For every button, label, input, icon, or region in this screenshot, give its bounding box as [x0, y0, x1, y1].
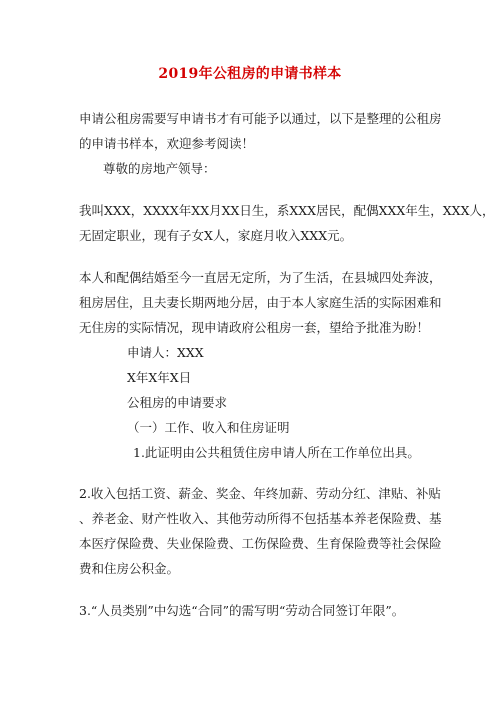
intro-line-2: 的申请书样本，欢迎参考阅读！	[79, 136, 255, 151]
para2-line-1: 本人和配偶结婚至今一直居无定所，为了生活，在县城四处奔波，	[79, 270, 442, 285]
requirement-item-1: 1.此证明由公共租赁住房申请人所在工作单位出具。	[133, 445, 420, 460]
salutation: 尊敬的房地产领导：	[103, 161, 216, 176]
applicant-line: 申请人：XXX	[127, 345, 204, 360]
date-line: X年X年X日	[127, 370, 192, 385]
requirement-item-2-line-1: 2.收入包括工资、薪金、奖金、年终加薪、劳动分红、津贴、补贴	[79, 486, 441, 501]
requirement-item-3: 3.“人员类别”中勾选“合同”的需写明“劳动合同签订年限”。	[79, 603, 405, 618]
requirements-section-1: （一）工作、收入和住房证明	[127, 420, 290, 435]
document-title: 2019年公租房的申请书样本	[158, 66, 342, 82]
para2-line-3: 无住房的实际情况，现申请政府公租房一套，望给予批准为盼！	[79, 320, 430, 335]
requirement-item-2-line-2: 、养老金、财产性收入、其他劳动所得不包括基本养老保险费、基	[79, 511, 442, 526]
para1-line-2: 无固定职业，现有子女X人，家庭月收入XXX元。	[79, 228, 353, 243]
intro-line-1: 申请公租房需要写申请书才有可能予以通过，以下是整理的公租房	[79, 111, 442, 126]
requirement-item-2-line-4: 费和住房公积金。	[79, 561, 180, 576]
requirements-heading: 公租房的申请要求	[127, 395, 228, 410]
para2-line-2: 租房居住，且夫妻长期两地分居，由于本人家庭生活的实际困难和	[79, 295, 442, 310]
requirement-item-2-line-3: 本医疗保险费、失业保险费、工伤保险费、生育保险费等社会保险	[79, 536, 442, 551]
para1-line-1: 我叫XXX，XXXX年XX月XX日生，系XXX居民，配偶XXX年生，XXX人，	[79, 203, 495, 218]
